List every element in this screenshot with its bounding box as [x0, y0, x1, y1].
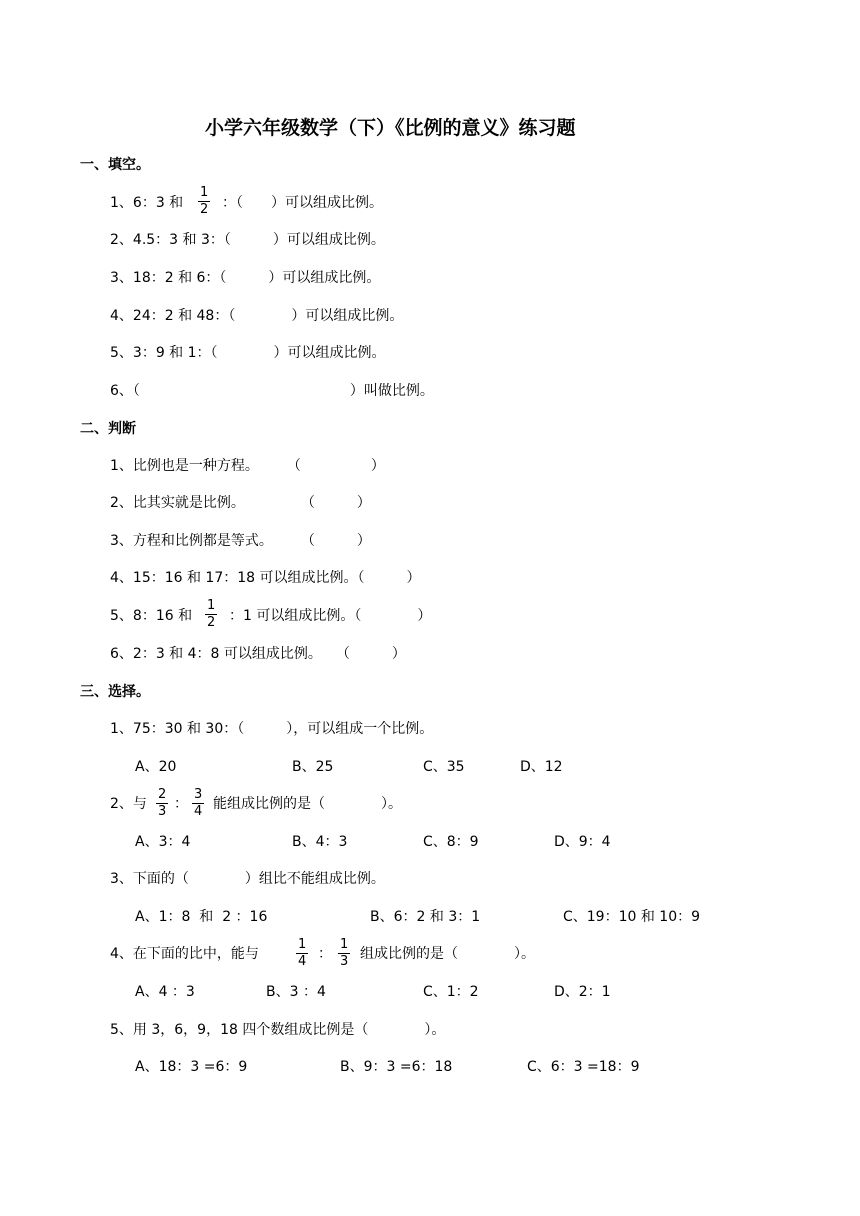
choice-q1-option-d: D、12	[520, 759, 563, 775]
choice-q5: 5、用 3，6，9，18 四个数组成比例是（ ）。	[110, 1022, 446, 1038]
section-choice-heading: 三、选择。	[80, 684, 150, 700]
choice-q2-fraction-2	[192, 788, 204, 819]
fraction-denominator: 4	[298, 954, 307, 969]
choice-q2-option-a: A、3：4	[135, 834, 191, 850]
choice-q2-option-c: C、8：9	[423, 834, 479, 850]
fraction-denominator: 4	[194, 804, 203, 819]
choice-q2-option-b: B、4：3	[292, 834, 348, 850]
page-title: 小学六年级数学（下）《比例的意义》练习题	[205, 117, 576, 139]
fraction-denominator: 2	[207, 615, 216, 630]
fraction-numerator: 3	[194, 787, 203, 802]
choice-q4-suffix: 组成比例的是（ ）。	[360, 946, 535, 962]
judge-q5-fraction	[205, 599, 217, 630]
fraction-numerator: 1	[200, 185, 209, 200]
choice-q2-option-d: D、9：4	[554, 834, 611, 850]
fraction-denominator: 3	[340, 954, 349, 969]
fill-q2: 2、4.5：3 和 3：（ ）可以组成比例。	[110, 232, 385, 248]
fill-q6: 6、（ ）叫做比例。	[110, 383, 434, 399]
choice-q5-option-a: A、18：3 =6：9	[135, 1059, 248, 1075]
choice-q4-fraction-1	[296, 938, 308, 969]
fill-q4: 4、24：2 和 48：（ ）可以组成比例。	[110, 308, 404, 324]
choice-q1-option-c: C、35	[423, 759, 465, 775]
choice-q1-option-a: A、20	[135, 759, 177, 775]
choice-q4-option-c: C、1：2	[423, 984, 479, 1000]
choice-q1: 1、75：30 和 30：（ ），可以组成一个比例。	[110, 721, 434, 737]
choice-q2-suffix: 能组成比例的是（ ）。	[213, 796, 402, 812]
fraction-denominator: 3	[158, 804, 167, 819]
choice-q2-prefix: 2、与	[110, 796, 147, 812]
choice-q5-option-c: C、6：3 =18：9	[527, 1059, 640, 1075]
fill-q1-fraction	[198, 186, 210, 217]
judge-q1: 1、比例也是一种方程。 （ ）	[110, 458, 385, 474]
judge-q3: 3、方程和比例都是等式。 （ ）	[110, 533, 371, 549]
fill-q3: 3、18：2 和 6：（ ）可以组成比例。	[110, 270, 381, 286]
fraction-numerator: 2	[158, 787, 167, 802]
fraction-numerator: 1	[340, 937, 349, 952]
fraction-denominator: 2	[200, 202, 209, 217]
section-fill-heading: 一、填空。	[80, 157, 150, 173]
judge-q4: 4、15：16 和 17：18 可以组成比例。（ ）	[110, 570, 421, 586]
choice-q3-option-c: C、19：10 和 10：9	[563, 909, 701, 925]
choice-q4-option-a: A、4 ：3	[135, 984, 195, 1000]
choice-q3-option-b: B、6：2 和 3：1	[370, 909, 481, 925]
choice-q2-colon: ：	[174, 796, 188, 812]
judge-q5-prefix: 5、8：16 和	[110, 608, 193, 624]
choice-q2-fraction-1	[156, 788, 168, 819]
section-judge-heading: 二、判断	[80, 421, 136, 437]
choice-q3: 3、下面的（ ）组比不能组成比例。	[110, 871, 385, 887]
choice-q4-option-b: B、3 ：4	[266, 984, 326, 1000]
fill-q1-prefix: 1、6：3 和	[110, 195, 184, 211]
choice-q1-option-b: B、25	[292, 759, 334, 775]
choice-q4-prefix: 4、在下面的比中，能与	[110, 946, 259, 962]
choice-q5-option-b: B、9：3 =6：18	[340, 1059, 453, 1075]
fraction-numerator: 1	[298, 937, 307, 952]
choice-q4-fraction-2	[338, 938, 350, 969]
fill-q5: 5、3：9 和 1：（ ）可以组成比例。	[110, 345, 386, 361]
fraction-numerator: 1	[207, 598, 216, 613]
fill-q1-suffix: ：（ ）可以组成比例。	[222, 195, 383, 211]
choice-q4-option-d: D、2：1	[554, 984, 611, 1000]
choice-q4-colon: ：	[318, 946, 332, 962]
choice-q3-option-a: A、1：8 和 2 ：16	[135, 909, 268, 925]
judge-q5-suffix: ：1 可以组成比例。（ ）	[229, 608, 432, 624]
judge-q6: 6、2：3 和 4：8 可以组成比例。 （ ）	[110, 646, 406, 662]
judge-q2: 2、比其实就是比例。 （ ）	[110, 495, 371, 511]
